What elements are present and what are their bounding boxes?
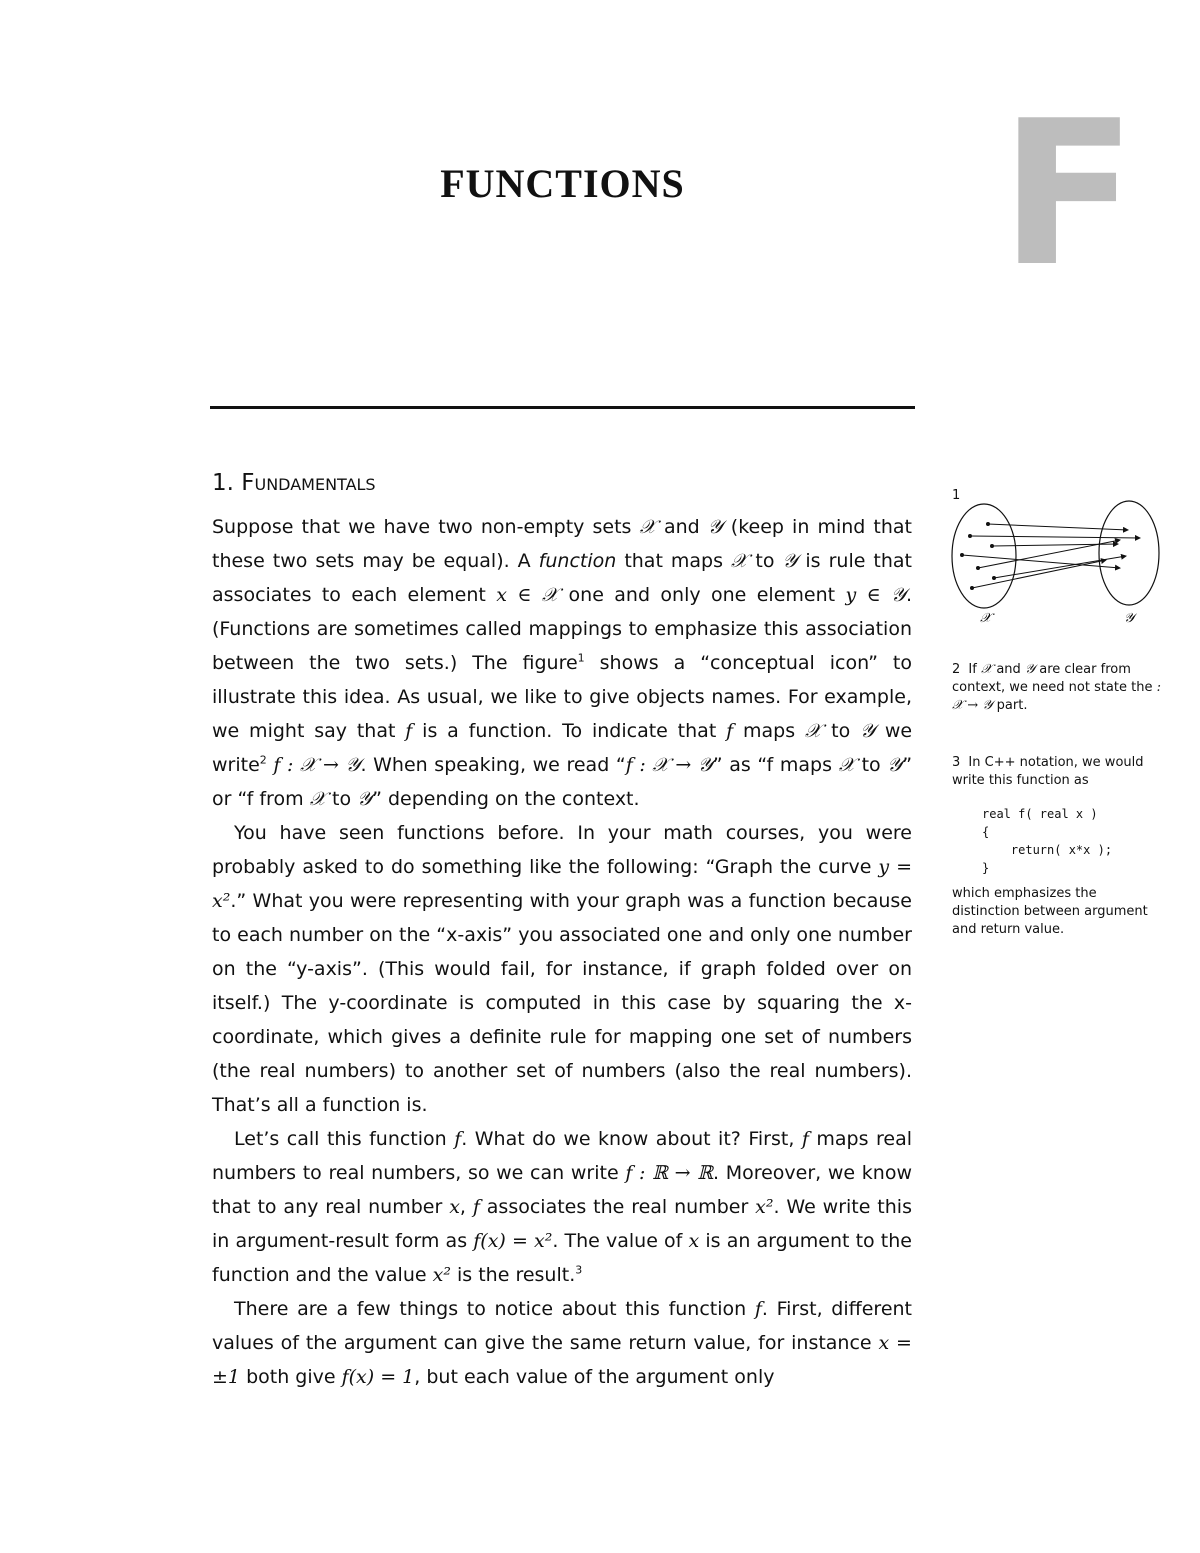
- text-run: to: [332, 788, 352, 810]
- math-set-y: 𝒴: [1024, 662, 1036, 677]
- text-run: . When speaking, we read “: [360, 754, 626, 776]
- code-line: return( x*x );: [982, 843, 1113, 857]
- text-run: associates the real number: [486, 1196, 749, 1218]
- math-f: f: [754, 1298, 762, 1320]
- mapping-arrow: [972, 560, 1106, 588]
- math-x: x: [449, 1196, 460, 1218]
- section-heading: [212, 470, 376, 496]
- paragraph: [212, 1122, 912, 1292]
- math-expression: f : ℝ → ℝ: [625, 1162, 713, 1184]
- math-expression: : 𝒳 → 𝒴: [952, 680, 1161, 713]
- math-set-x: 𝒳: [639, 516, 656, 538]
- math-set-x: 𝒳: [838, 754, 855, 776]
- note-text: are clear from context, we need not state the: [952, 662, 1153, 695]
- text-run: ” as “f maps: [712, 754, 832, 776]
- code-line: {: [982, 825, 990, 839]
- footnote-ref-2[interactable]: 2: [259, 753, 267, 767]
- text-run: both give: [246, 1366, 336, 1388]
- text-run: (keep in mind that these two sets may be equal). A: [212, 516, 913, 572]
- text-run: is a function. To indicate that: [422, 720, 717, 742]
- footnote-ref-1[interactable]: 1: [577, 651, 585, 665]
- paragraph: [212, 816, 912, 1122]
- math-expression: f : 𝒳 → 𝒴: [625, 754, 713, 776]
- code-block: [982, 805, 1112, 877]
- text-run: . (Functions are sometimes called mappings to emphasize this association between the two sets.) The figure: [212, 584, 912, 674]
- text-run: maps: [743, 720, 796, 742]
- paragraph: [212, 1292, 912, 1394]
- domain-point: [970, 586, 974, 590]
- math-set-x: 𝒳: [731, 550, 748, 572]
- math-set-x: 𝒳: [804, 720, 822, 742]
- text-run: . We write this in argument-result form as: [212, 1196, 912, 1252]
- codomain-label: 𝒴: [1124, 611, 1135, 626]
- text-run: to: [861, 754, 881, 776]
- note-text: In C++ notation, we would write this function as: [952, 755, 1144, 788]
- text-run: is an argument to the function and the value: [212, 1230, 912, 1286]
- math-set-y: 𝒴: [860, 720, 875, 742]
- text-run: ,: [459, 1196, 466, 1218]
- math-expression: x²: [432, 1264, 451, 1286]
- text-run: that maps: [624, 550, 724, 572]
- margin-note-3: [952, 754, 1164, 790]
- math-set-y: 𝒴: [782, 550, 798, 572]
- paragraph: [212, 510, 912, 816]
- math-expression: x = ±1: [212, 1332, 912, 1388]
- domain-point: [968, 534, 972, 538]
- code-line: real f( real x ): [982, 807, 1098, 821]
- text-run: , but each value of the argument only: [414, 1366, 775, 1388]
- footnote-ref-3[interactable]: 3: [575, 1263, 583, 1277]
- function-mapping-figure: [948, 498, 1164, 628]
- math-expression: y = x²: [212, 856, 912, 912]
- title-rule: [210, 406, 915, 409]
- code-line: }: [982, 861, 990, 875]
- math-expression: y ∈ 𝒴: [845, 584, 906, 606]
- math-expression: x²: [755, 1196, 774, 1218]
- body-text: [212, 510, 912, 1394]
- math-f: f: [405, 720, 413, 742]
- emphasized-term: function: [538, 550, 617, 572]
- text-run: . Moreover, we know that to any real number: [212, 1162, 913, 1218]
- math-set-y: 𝒴: [357, 788, 373, 810]
- domain-point: [960, 553, 964, 557]
- section-title: Fundamentals: [241, 470, 376, 496]
- text-run: Suppose that we have two non-empty sets: [212, 516, 632, 538]
- figure-label: 1: [952, 488, 961, 503]
- math-expression: f(x) = 1: [341, 1366, 415, 1388]
- text-run: and: [663, 516, 700, 538]
- margin-note-2: [952, 661, 1164, 715]
- text-run: to: [831, 720, 851, 742]
- text-run: There are a few things to notice about this function: [234, 1298, 747, 1320]
- chapter-title: FUNCTIONS: [440, 161, 685, 206]
- math-set-y: 𝒴: [887, 754, 903, 776]
- mapping-arrow: [988, 524, 1128, 530]
- text-run: ” or “f from: [212, 754, 913, 810]
- text-run: Let’s call this function: [234, 1128, 447, 1150]
- text-run: . What do we know about it? First,: [461, 1128, 795, 1150]
- text-run: shows a “conceptual icon” to illustrate this idea. As usual, we like to give objects names. For example, we might say that: [212, 652, 912, 742]
- text-run: . First, different values of the argument can give the same return value, for instance: [212, 1298, 912, 1354]
- note-text: part.: [996, 698, 1028, 713]
- mapping-arrows: [962, 524, 1140, 588]
- note-text: If: [968, 662, 977, 677]
- math-expression: x ∈ 𝒳: [496, 584, 559, 606]
- math-expression: f : 𝒳 → 𝒴: [273, 754, 361, 776]
- math-f: f: [801, 1128, 809, 1150]
- domain-point: [992, 576, 996, 580]
- text-run: we write: [212, 720, 913, 776]
- text-run: is the result.: [457, 1264, 576, 1286]
- domain-label: 𝒳: [980, 611, 992, 626]
- text-run: You have seen functions before. In your math courses, you were probably asked to do something like the following: “Graph the curve: [212, 822, 912, 878]
- math-set-x: 𝒳: [980, 662, 993, 677]
- text-run: is rule that associates to each element: [212, 550, 912, 606]
- text-run: ” depending on the context.: [372, 788, 640, 810]
- text-run: .” What you were representing with your graph was a function because to each number on the “x-axis” you associated one and only one number on the “y-axis”. (This would fail, for instance, if graph folded over on itself.) The y-coordinate is computed in this case by squaring the x-coordinate, which gives a definite rule for mapping one set of numbers (the real numbers) to another set of numbers (also the real numbers). That’s all a function is.: [212, 890, 912, 1116]
- note-number: 3: [952, 755, 961, 770]
- math-set-x: 𝒳: [309, 788, 326, 810]
- domain-point: [976, 566, 980, 570]
- math-x: x: [688, 1230, 700, 1252]
- domain-point: [986, 522, 990, 526]
- mapping-arrow: [970, 536, 1140, 538]
- domain-point: [990, 544, 994, 548]
- text-run: . The value of: [552, 1230, 683, 1252]
- text-run: maps real numbers to real numbers, so we can write: [212, 1128, 912, 1184]
- codomain-ellipse: [1099, 501, 1159, 605]
- math-set-y: 𝒴: [707, 516, 723, 538]
- math-f: f: [472, 1196, 480, 1218]
- margin-note-3-continued: which emphasizes the distinction between argument and return value.: [952, 886, 1148, 937]
- section-number: 1.: [212, 470, 234, 496]
- math-f: f: [726, 720, 734, 742]
- text-run: to: [755, 550, 775, 572]
- note-text: and: [996, 662, 1021, 677]
- text-run: one and only one element: [568, 584, 836, 606]
- note-number: 2: [952, 662, 961, 677]
- math-f: f: [454, 1128, 462, 1150]
- chapter-letter-watermark: F: [1000, 78, 1133, 311]
- math-expression: f(x) = x²: [473, 1230, 553, 1252]
